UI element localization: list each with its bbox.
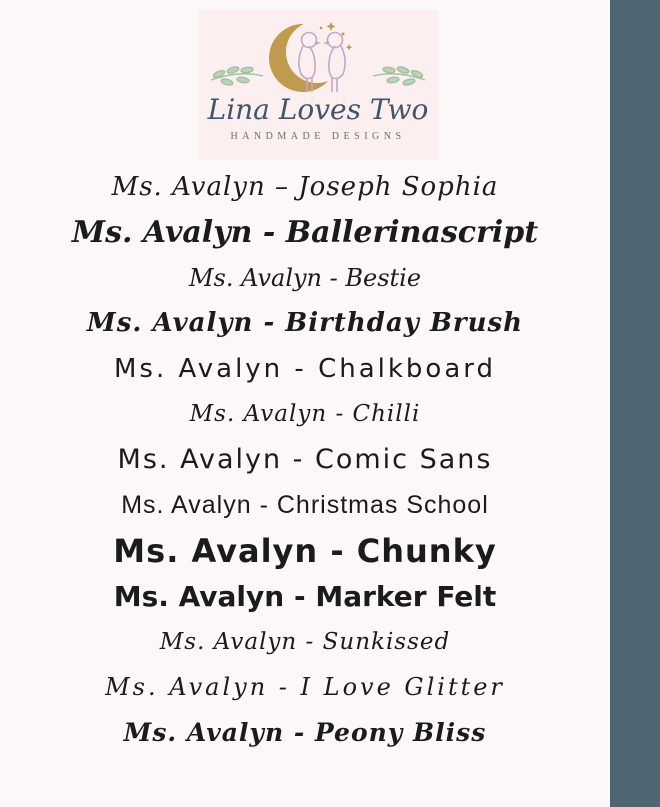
- brand-name: Lina Loves Two: [207, 93, 429, 126]
- font-sample-birthday-brush: Ms. Avalyn - Birthday Brush: [86, 308, 524, 339]
- font-sample-sunkissed: Ms. Avalyn - Sunkissed: [159, 628, 451, 655]
- font-sample-bestie: Ms. Avalyn - Bestie: [188, 263, 422, 292]
- font-sample-christmas-school: Ms. Avalyn - Christmas School: [121, 490, 489, 519]
- font-sample-chilli: Ms. Avalyn - Chilli: [189, 401, 421, 428]
- font-sample-chalkboard: Ms. Avalyn - Chalkboard: [113, 353, 496, 384]
- brand-logo-panel: [198, 10, 438, 160]
- font-sample-chunky: Ms. Avalyn - Chunky: [113, 531, 497, 570]
- font-sample-list: [0, 164, 610, 756]
- font-sample-marker-felt: Ms. Avalyn - Marker Felt: [113, 579, 497, 613]
- font-sample-ballerinascript: Ms. Avalyn - Ballerinascript: [71, 214, 539, 250]
- crescent-moon-icon: [269, 21, 348, 92]
- font-sample-i-love-glitter: Ms. Avalyn - I Love Glitter: [105, 673, 505, 702]
- brand-logo-graphic: [203, 14, 433, 102]
- right-accent-bar: [610, 0, 660, 807]
- font-sample-joseph-sophia: Ms. Avalyn – Joseph Sophia: [111, 171, 499, 202]
- font-sample-comic-sans: Ms. Avalyn - Comic Sans: [117, 444, 493, 476]
- brand-tagline: HANDMADE DESIGNS: [230, 131, 406, 142]
- font-sample-peony-bliss: Ms. Avalyn - Peony Bliss: [123, 718, 487, 748]
